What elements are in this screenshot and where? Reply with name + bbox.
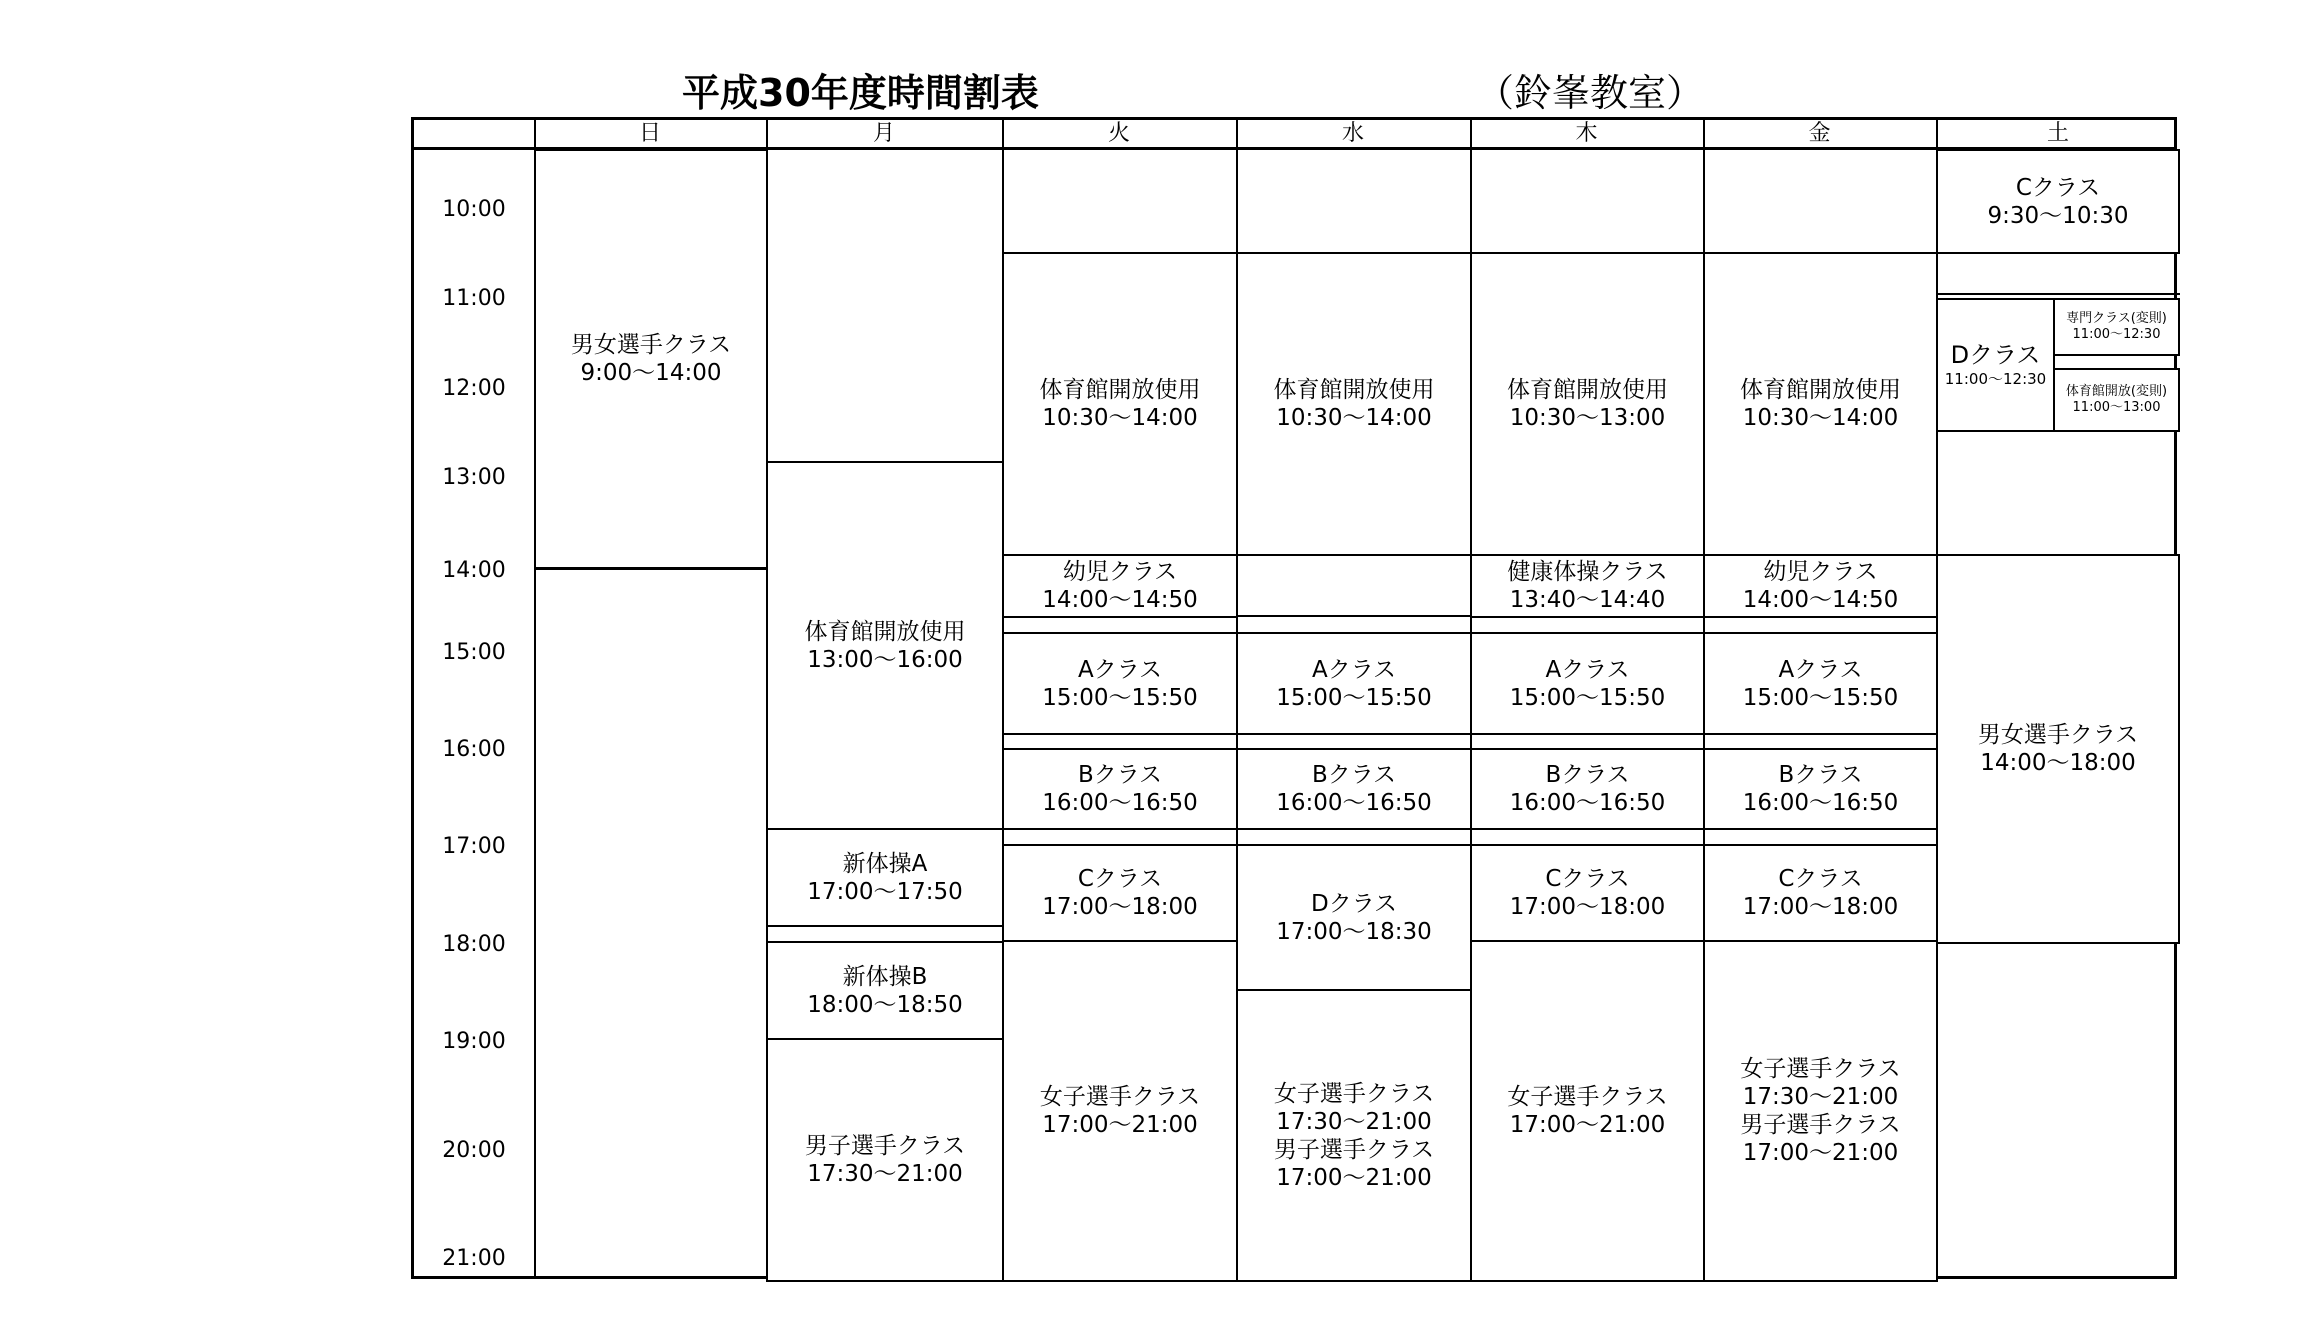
class-time: 17:00～18:00 (1742, 894, 1899, 920)
class-block (1236, 989, 1472, 1282)
class-time: 15:00～15:50 (1742, 684, 1899, 711)
class-block (766, 1038, 1004, 1282)
time-label: 14:00 (442, 558, 506, 583)
class-name: 体育館開放使用 (1740, 377, 1901, 403)
time-label: 18:00 (442, 932, 506, 957)
class-time: 10:30～14:00 (1276, 405, 1432, 431)
class-time: 17:30～21:00 (807, 1161, 963, 1187)
class-name: Cクラス (1545, 866, 1630, 892)
class-block (1470, 554, 1705, 618)
class-name: 男子選手クラス (804, 1133, 966, 1159)
timetable (411, 117, 2177, 1279)
class-block (766, 828, 1004, 927)
class-time: 17:00～21:00 (1509, 1112, 1666, 1138)
time-label: 11:00 (442, 286, 506, 311)
day-header-sat: 土 (2046, 121, 2069, 146)
class-block (1236, 252, 1472, 556)
class-time: 15:00～15:50 (1509, 684, 1666, 711)
class-name: 専門クラス(変則) (2066, 311, 2167, 326)
time-label: 13:00 (442, 465, 506, 490)
class-name: 男女選手クラス (1977, 722, 2139, 748)
class-name: Dクラス (1950, 341, 2041, 369)
class-block (1002, 632, 1238, 735)
grid-line (534, 568, 768, 570)
class-name: 女子選手クラス (1740, 1056, 1901, 1082)
class-name: 女子選手クラス (1039, 1084, 1201, 1110)
class-time: 10:30～13:00 (1509, 405, 1666, 431)
class-name: 女子選手クラス (1273, 1080, 1435, 1107)
class-block (1936, 554, 2180, 944)
class-block (2053, 368, 2180, 432)
class-time: 14:00～14:50 (1742, 587, 1899, 613)
class-time: 14:00～14:50 (1042, 587, 1198, 613)
class-name: 男子選手クラス (1273, 1136, 1435, 1163)
class-name: Dクラス (1310, 890, 1398, 917)
class-time: 9:00～14:00 (580, 360, 722, 386)
class-time: 16:00～16:50 (1509, 790, 1666, 816)
time-label: 17:00 (442, 834, 506, 859)
class-block (2053, 298, 2180, 356)
class-name: Aクラス (1311, 656, 1397, 683)
class-block (1470, 252, 1705, 556)
class-name: 体育館開放使用 (804, 618, 966, 645)
class-block (1936, 149, 2180, 254)
class-block (766, 941, 1004, 1040)
class-time: 17:30～21:00 (1276, 1108, 1432, 1135)
class-name: 体育館開放(変則) (2065, 384, 2168, 399)
class-block (1703, 940, 1938, 1282)
class-block (1236, 844, 1472, 991)
class-time: 16:00～16:50 (1276, 790, 1432, 816)
class-name: 体育館開放使用 (1273, 377, 1435, 403)
class-name: 健康体操クラス (1507, 559, 1668, 585)
class-time: 17:00～21:00 (1742, 1140, 1899, 1166)
class-name: 体育館開放使用 (1039, 377, 1201, 403)
class-time: 13:40～14:40 (1509, 587, 1666, 613)
class-name: Cクラス (1077, 866, 1163, 892)
class-name: Cクラス (1778, 866, 1863, 892)
class-block (1470, 940, 1705, 1282)
class-name: Aクラス (1545, 656, 1630, 683)
class-time: 14:00～18:00 (1980, 750, 2136, 776)
class-block (1470, 748, 1705, 830)
class-time: 17:00～21:00 (1042, 1112, 1198, 1138)
class-time: 15:00～15:50 (1042, 684, 1198, 711)
day-header-tue: 火 (1107, 121, 1130, 146)
class-block (1002, 844, 1238, 942)
class-name: Bクラス (1311, 762, 1397, 788)
class-block (1703, 844, 1938, 942)
class-time: 13:00～16:00 (807, 646, 963, 673)
class-block (1703, 252, 1938, 556)
class-name: 体育館開放使用 (1507, 377, 1668, 403)
location-label: （鈴峯教室） (1476, 71, 1705, 115)
class-name: Bクラス (1077, 762, 1163, 788)
class-time: 10:30～14:00 (1042, 405, 1198, 431)
class-name: 女子選手クラス (1507, 1084, 1668, 1110)
class-name: Bクラス (1778, 762, 1863, 788)
class-time: 17:00～18:00 (1509, 894, 1666, 920)
time-label: 20:00 (442, 1138, 506, 1163)
grid-line (1936, 293, 2180, 295)
grid-line (1236, 615, 1472, 617)
class-name: Aクラス (1077, 656, 1163, 683)
class-block (766, 461, 1004, 830)
class-time: 18:00～18:50 (807, 991, 963, 1018)
day-header-fri: 金 (1808, 121, 1831, 146)
class-time: 11:00～12:30 (1944, 370, 2047, 388)
class-block (1002, 252, 1238, 556)
class-name: 新体操B (842, 963, 928, 990)
day-header-sun: 日 (638, 121, 661, 146)
day-header-thu: 木 (1575, 121, 1598, 146)
class-block (1703, 632, 1938, 735)
class-time: 17:00～18:30 (1276, 918, 1432, 945)
time-label: 10:00 (442, 197, 506, 222)
class-block (1002, 748, 1238, 830)
class-name: 男女選手クラス (570, 332, 732, 358)
class-block (1936, 298, 2055, 432)
class-block (1236, 632, 1472, 735)
time-label: 15:00 (442, 640, 506, 665)
class-time: 11:00～13:00 (2072, 400, 2161, 415)
class-time: 16:00～16:50 (1042, 790, 1198, 816)
class-block (1703, 748, 1938, 830)
class-time: 17:00～18:00 (1042, 894, 1198, 920)
class-time: 15:00～15:50 (1276, 684, 1432, 711)
class-time: 17:30～21:00 (1742, 1084, 1899, 1110)
class-block (1470, 844, 1705, 942)
page-title: 平成30年度時間割表 (682, 71, 1039, 115)
class-block (1236, 748, 1472, 830)
class-block (1002, 554, 1238, 618)
class-name: 幼児クラス (1763, 559, 1878, 585)
time-label: 16:00 (442, 737, 506, 762)
class-name: 幼児クラス (1062, 559, 1178, 585)
class-name: Aクラス (1778, 656, 1863, 683)
class-name: Bクラス (1545, 762, 1630, 788)
class-block (1002, 940, 1238, 1282)
time-label: 21:00 (442, 1246, 506, 1271)
class-time: 17:00～17:50 (807, 878, 963, 905)
class-time: 10:30～14:00 (1742, 405, 1899, 431)
class-name: 新体操A (842, 850, 928, 877)
time-label: 12:00 (442, 376, 506, 401)
day-header-mon: 月 (872, 121, 895, 146)
time-label: 19:00 (442, 1029, 506, 1054)
class-time: 11:00～12:30 (2072, 327, 2161, 342)
class-time: 17:00～21:00 (1276, 1164, 1432, 1191)
class-name: 男子選手クラス (1740, 1112, 1901, 1138)
class-block (1470, 632, 1705, 735)
class-name: Cクラス (2015, 174, 2101, 201)
class-time: 9:30～10:30 (1987, 202, 2129, 229)
day-header-wed: 水 (1341, 121, 1364, 146)
class-time: 16:00～16:50 (1742, 790, 1899, 816)
class-block (534, 149, 768, 569)
class-block (1703, 554, 1938, 618)
